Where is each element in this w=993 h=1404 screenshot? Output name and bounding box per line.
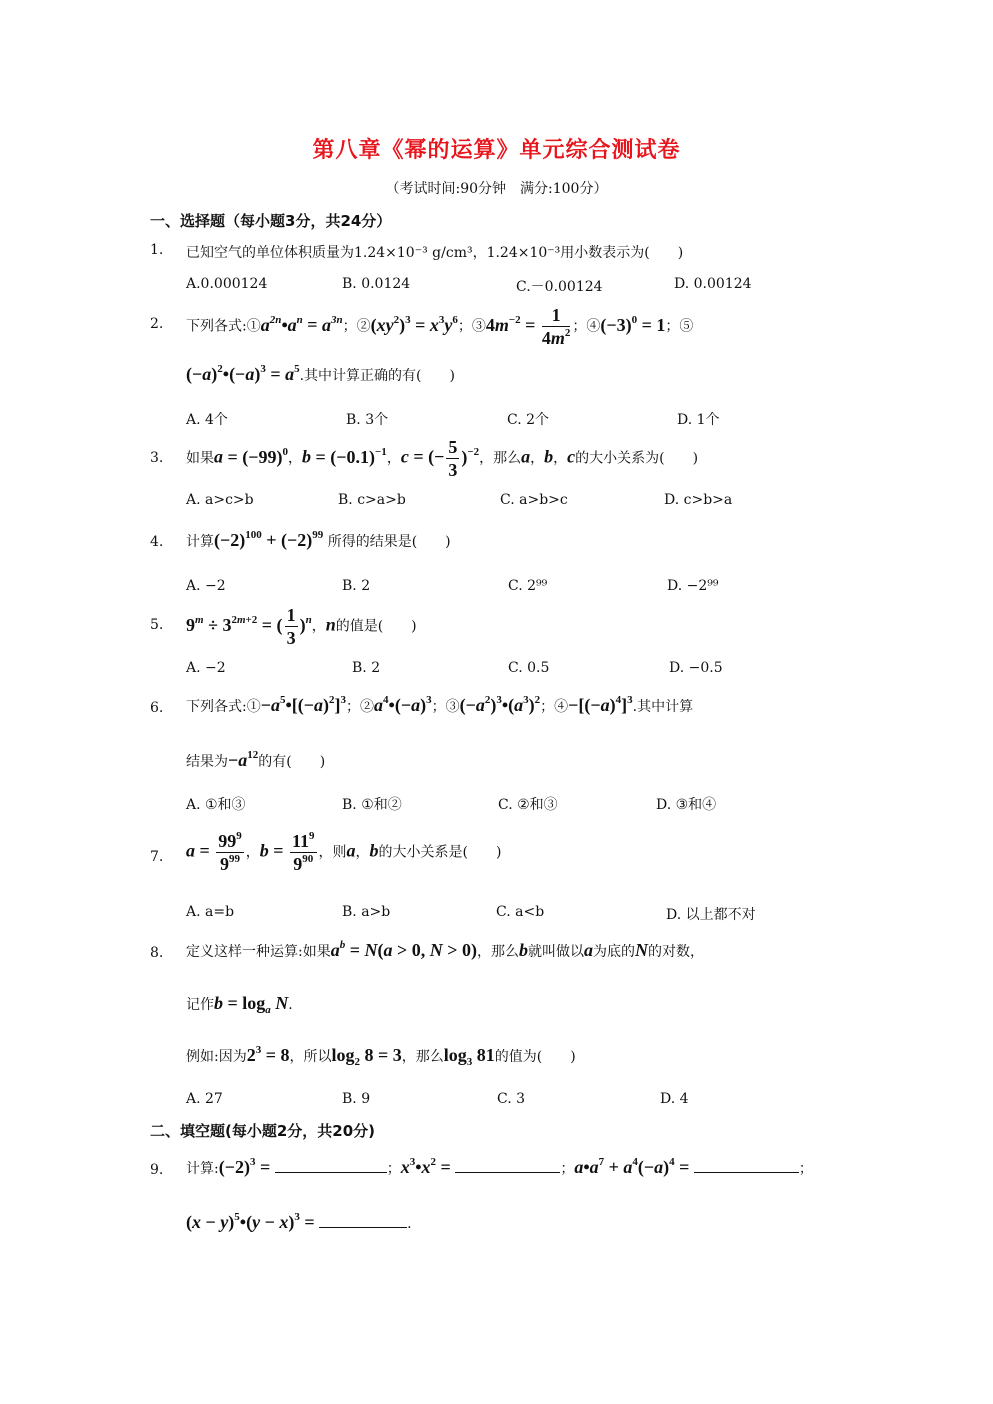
question-text: $9^m \div 3^{2m+2}$ = ( $\frac{1}{3}$ )$^n$，n的值是( )	[186, 605, 417, 648]
suffix-text: 的大小关系为( )	[575, 450, 699, 467]
answer-blank[interactable]	[694, 1158, 799, 1173]
option-c: C. 0.5	[508, 660, 550, 676]
option-c: C. ②和③	[498, 797, 558, 813]
option-d: D. −0.5	[669, 660, 723, 676]
option-b: B. 0.0124	[342, 276, 411, 292]
option-c: C. 2⁹⁹	[508, 578, 548, 594]
section-heading-fill: 二、填空题(每小题2分，共20分)	[150, 1122, 376, 1140]
mid-text: ，所以	[289, 1049, 332, 1065]
mid-text: ，则	[318, 844, 347, 861]
intro-text: 下列各式:	[186, 699, 247, 715]
suffix-text: 的大小关系是( )	[378, 844, 502, 861]
option-a: A. −2	[186, 578, 226, 594]
question-text-cont: 例如:因为$2^3 = 8$，所以$\log_2 8 = 3$，那么$\log_3 81$的值为( )	[186, 1044, 576, 1068]
option-d: D. 1个	[677, 412, 720, 428]
option-c: C. 3	[497, 1091, 526, 1107]
answer-blank[interactable]	[319, 1213, 407, 1228]
question-text: 下列各式$:①-a^5•[(-a)^2]^3$；$②a^4•(-a)^3$；$③(-a^2)^3•(a^3)^2$；$④-[(-a)^4]^3$.其中计算	[186, 694, 694, 715]
question-number: 3.	[150, 450, 164, 466]
suffix-text: 所得的结果是( )	[327, 534, 451, 550]
suffix-text: 的值为( )	[494, 1049, 576, 1065]
prefix-text: 记作	[186, 997, 214, 1013]
option-a: A. a=b	[186, 904, 235, 920]
question-number: 1.	[150, 242, 164, 258]
question-text: a = $\frac{99^9}{9^{99}}$ ，b = $\frac{11^9}{9^{90}}$ ，则a，b的大小关系是( )	[186, 830, 502, 874]
question-number: 6.	[150, 700, 164, 716]
question-text: 计算$(-2)^{100} + (-2)^{99}$ 所得的结果是( )	[186, 529, 451, 550]
option-d: D. −2⁹⁹	[667, 578, 719, 594]
question-number: 4.	[150, 534, 164, 550]
option-b: B. 2	[352, 660, 381, 676]
suffix-text: 的有( )	[258, 754, 326, 770]
option-c: C.－0.00124	[516, 279, 603, 295]
section-heading-choice: 一、选择题（每小题3分，共24分）	[150, 212, 392, 230]
prefix-text: 计算	[186, 534, 214, 550]
option-a: A.0.000124	[186, 276, 268, 292]
option-a: A. −2	[186, 660, 226, 676]
option-a: A. ①和③	[186, 797, 246, 813]
option-c: C. a>b>c	[500, 492, 568, 508]
mid-text: ，那么	[477, 944, 520, 960]
intro-text: 下列各式:	[186, 318, 247, 335]
prefix-text: 例如:因为	[186, 1049, 247, 1065]
question-text: 定义这样一种运算:如果$a^b = N(a > 0$, N > 0)，那么b就叫做以a为底的N的对数，	[186, 939, 705, 960]
question-number: 5.	[150, 617, 164, 633]
suffix-text: 的值是( )	[335, 618, 417, 635]
question-text-cont: 结果为$-a^{12}$的有( )	[186, 749, 326, 770]
mid-text: ，那么	[479, 450, 522, 467]
exam-subtitle: （考试时间:90分钟 满分:100分）	[385, 181, 608, 197]
question-text: 已知空气的单位体积质量为1.24×10⁻³ g/cm³，1.24×10⁻³用小数表示为( )	[186, 245, 684, 261]
answer-blank[interactable]	[275, 1158, 387, 1173]
option-b: B. 9	[342, 1091, 371, 1107]
question-number: 8.	[150, 945, 164, 961]
exam-title: 第八章《幂的运算》单元综合测试卷	[312, 138, 681, 163]
option-b: B. 3个	[346, 412, 389, 428]
option-a: A. a>c>b	[186, 492, 254, 508]
option-b: B. c>a>b	[338, 492, 406, 508]
prefix-text: 结果为	[186, 754, 228, 770]
option-d: D. 0.00124	[674, 276, 752, 292]
answer-blank[interactable]	[455, 1158, 560, 1173]
option-d: D. c>b>a	[664, 492, 733, 508]
question-text: 下列各式$:①a^{2n}•a^n = a^{3n}$；$②(xy^2)^3 = x^3y^6$；$③4m^{-2}$ = $\frac{1}{4m^2}$ ；$④(-3)^0 = 1$；⑤	[186, 305, 694, 348]
tail-text: .其中计算	[632, 699, 694, 715]
mid-text: 为底的	[593, 944, 636, 960]
question-text-cont: 记作$b = \log_a N$.	[186, 993, 293, 1016]
option-d: D. 4	[660, 1091, 689, 1107]
question-text-cont: $(-a)^2•(-a)^3 = a^5$.其中计算正确的有( )	[186, 363, 455, 384]
question-text: 计算$:(-2)^3$ = ；$x^3•x^2$ = ；$a•a^7 + a^4(-a)^4$ = ；	[186, 1156, 813, 1177]
option-b: B. a>b	[342, 904, 391, 920]
question-number: 9.	[150, 1162, 164, 1178]
question-text: 如果$a = (-99)^0$，$b = (-0.1)^{-1}$，c = (− $\frac{5}{3}$ )$^{-2}$，那么a，b，c的大小关系为( )	[186, 437, 699, 480]
mid-text: ，那么	[401, 1049, 444, 1065]
mid-text: 就叫做以	[528, 944, 585, 960]
option-c: C. 2个	[507, 412, 550, 428]
prefix-text: 计算:	[186, 1161, 219, 1177]
option-a: A. 27	[186, 1091, 223, 1107]
question-number: 2.	[150, 316, 164, 332]
tail-text: .其中计算正确的有( )	[299, 368, 455, 384]
prefix-text: 如果	[186, 450, 214, 467]
option-b: B. 2	[342, 578, 371, 594]
option-d: D. ③和④	[656, 797, 717, 813]
question-text-cont: $(x - y)^5•(y - x)^3$ = .	[186, 1211, 412, 1232]
prefix-text: 定义这样一种运算:如果	[186, 944, 331, 960]
suffix-text: 的对数，	[648, 944, 705, 960]
option-b: B. ①和②	[342, 797, 402, 813]
option-c: C. a<b	[496, 904, 545, 920]
option-a: A. 4个	[186, 412, 228, 428]
option-d: D. 以上都不对	[666, 907, 756, 923]
question-number: 7.	[150, 849, 164, 865]
